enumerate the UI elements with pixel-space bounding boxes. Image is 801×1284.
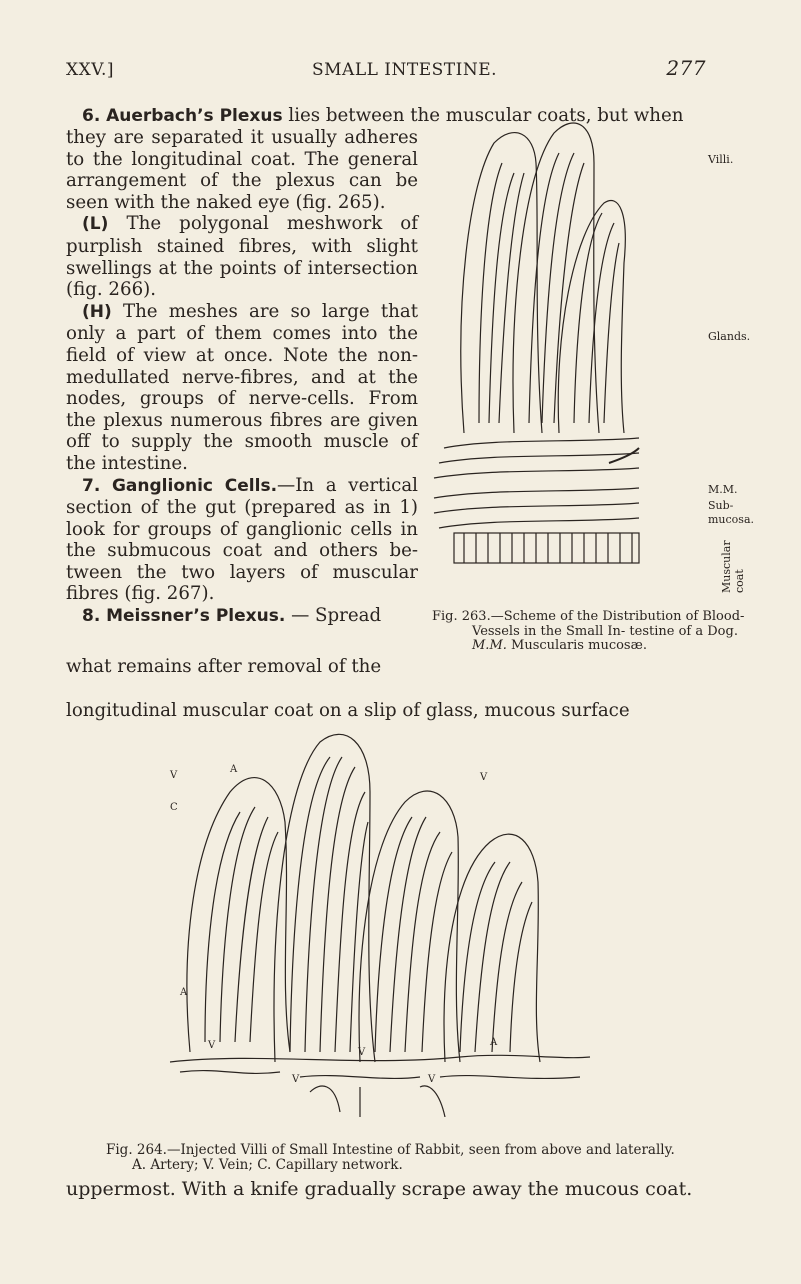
mark-H: (H) — [82, 301, 112, 322]
label-villi: Villi. — [708, 153, 734, 166]
running-header — [66, 56, 706, 88]
wrapped-text-column — [66, 127, 418, 628]
paragraph-8-full-line: longitudinal muscular coat on a slip of glass, mucous surface — [66, 700, 630, 721]
section-heading: Ganglionic Cells. — [111, 475, 278, 496]
section-number: 6. — [82, 106, 101, 126]
page-number: 277 — [666, 56, 706, 80]
label-muscular-coat: Muscular coat — [720, 540, 746, 593]
label-a-left: A — [180, 987, 188, 998]
paragraph-7 — [66, 475, 418, 606]
section-heading: Auerbach’s Plexus — [106, 106, 283, 126]
paragraph-8 — [66, 605, 418, 628]
section-heading: Meissner’s Plexus. — [106, 606, 286, 627]
label-v-bottom-a: V — [292, 1074, 300, 1085]
figure-264 — [160, 722, 600, 1117]
paragraph-text: The meshes are so large that only a part of them comes into the field of view at once. Note the non-medullated nerve-fibres, and at the nodes, groups of nerve-cells. From the plexus numerous fibres are given off to supply the smooth muscle of the intestine. — [66, 300, 418, 474]
paragraph-H — [66, 301, 418, 475]
label-glands: Glands. — [708, 330, 751, 343]
paragraph-text: The polygonal meshwork of purplish stained fibres, with slight swellings at the points of intersection (fig. 266). — [66, 213, 418, 301]
label-v-bottom-mid: V — [358, 1047, 366, 1058]
label-c-left: C — [170, 802, 178, 813]
paragraph-6-text: they are separated it usually adheres to the longitudinal coat. The general arrangement of the plexus can be seen with the naked eye (fig. 265). — [66, 127, 418, 213]
label-sub: Sub- — [708, 499, 734, 512]
chapter-number: XXV.] — [66, 60, 115, 80]
figure-263 — [424, 103, 774, 603]
label-mm: M.M. — [708, 483, 738, 496]
figure-263-caption — [424, 610, 772, 654]
caption-lead: Fig. 263. — [432, 609, 491, 624]
caption-text: —Injected Villi of Small Intestine of Rabbit, seen from above and laterally. — [166, 1142, 675, 1158]
caption-text: Muscularis mucosæ. — [506, 638, 647, 653]
caption-lead: Fig. 264. — [106, 1142, 167, 1158]
running-title: SMALL INTESTINE. — [312, 60, 498, 80]
closing-line: uppermost. With a knife gradually scrape away the mucous coat. — [66, 1178, 693, 1200]
section-number: 8. — [82, 606, 101, 627]
label-v-bottom-b: V — [428, 1074, 436, 1085]
figure-263-illustration — [424, 103, 654, 573]
label-a-top: A — [230, 764, 238, 775]
label-a-bottom-right: A — [490, 1037, 498, 1048]
caption-key: A. Artery; V. Vein; C. Capillary network. — [132, 1157, 403, 1173]
label-v-right: V — [480, 772, 488, 783]
caption-abbrev: M.M. — [472, 638, 507, 653]
paragraph-text: — Spread — [285, 605, 382, 627]
caption-text: —Scheme of the Distribution of Blood-Vessels in the Small In- testine of a Dog. — [472, 609, 745, 639]
paragraph-text: lies between the muscular coats, but when — [282, 105, 684, 126]
label-v-left: V — [170, 770, 178, 781]
label-v-bottom-left: V — [208, 1040, 216, 1051]
figure-264-caption — [106, 1143, 726, 1173]
mark-L: (L) — [82, 214, 109, 235]
label-mucosa: mucosa. — [708, 513, 754, 526]
paragraph-text: —In a vertical section of the gut (prepared as in 1) look for groups of ganglionic cells in the submucous coat and others be- tween the two layers of muscular fibres (fig. 267). — [66, 474, 418, 605]
paragraph-8-continued: what remains after removal of the — [66, 656, 382, 677]
paragraph-L — [66, 213, 418, 300]
figure-264-illustration — [160, 722, 600, 1117]
section-number: 7. — [82, 475, 101, 496]
